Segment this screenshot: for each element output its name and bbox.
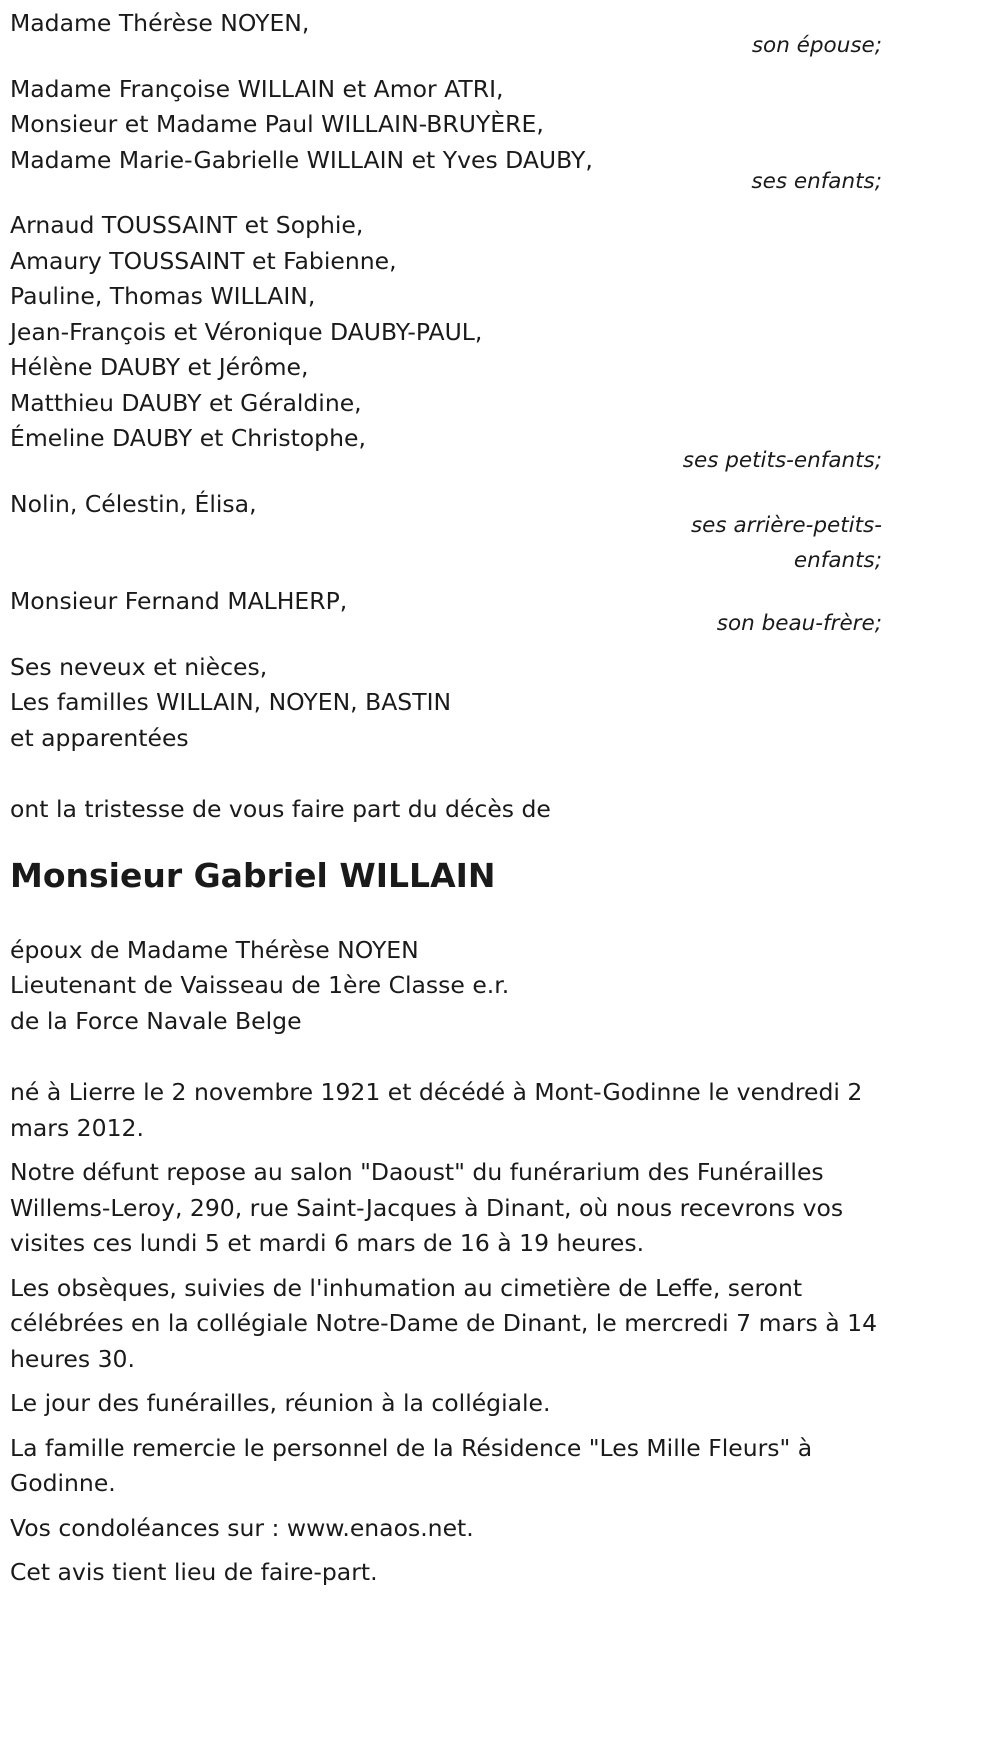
visitation-paragraph: Notre défunt repose au salon "Daoust" du funérarium des Funérailles Willems-Leroy, 290, rue Saint-Jacques à Dinant, où nous recevrons vos visites ces lundi 5 et mardi 6 mars de 16 à 19 heures. (10, 1158, 844, 1257)
deceased-bio (10, 933, 882, 1040)
obituary-notice (10, 6, 882, 1600)
funeral-paragraph: Les obsèques, suivies de l'inhumation au cimetière de Leffe, seront célébrées en la collégiale Notre-Dame de Dinant, le mercredi 7 mars à 14 heures 30. (10, 1273, 878, 1373)
announcement-block (10, 792, 882, 828)
spouse-group (10, 6, 882, 63)
grandchildren-group (10, 208, 882, 478)
grandchild-name: Pauline, Thomas WILLAIN, (10, 282, 316, 310)
deceased-name: Monsieur Gabriel WILLAIN (10, 855, 496, 895)
spouse-name: Madame Thérèse NOYEN, (10, 9, 310, 37)
child-name: Monsieur et Madame Paul WILLAIN-BRUYÈRE, (10, 110, 544, 138)
brother-in-law-relation: son beau-frère; (716, 610, 882, 636)
grandchild-name: Amaury TOUSSAINT et Fabienne, (10, 246, 397, 275)
bio-line: Lieutenant de Vaisseau de 1ère Classe e.r. (10, 971, 510, 999)
children-relation: ses enfants; (751, 169, 882, 194)
child-name: Madame Marie-Gabrielle WILLAIN et Yves DAUBY, (10, 145, 593, 174)
extended-family-group (10, 650, 882, 757)
closing-paragraph: Cet avis tient lieu de faire-part. (10, 1558, 378, 1586)
extended-family-line: Les familles WILLAIN, NOYEN, BASTIN (10, 688, 452, 716)
grandchild-name: Émeline DAUBY et Christophe, (10, 424, 366, 452)
announcement-text: ont la tristesse de vous faire part du décès de (10, 795, 551, 823)
grandchildren-relation: ses petits-enfants; (682, 447, 882, 473)
details-section (10, 1075, 882, 1591)
grandchild-name: Jean-François et Véronique DAUBY-PAUL, (10, 317, 483, 346)
children-group (10, 72, 882, 200)
great-grandchild-names: Nolin, Célestin, Élisa, (10, 489, 257, 518)
grandchild-name: Hélène DAUBY et Jérôme, (10, 353, 309, 381)
grandchild-name: Arnaud TOUSSAINT et Sophie, (10, 211, 364, 239)
condolences-paragraph: Vos condoléances sur : www.enaos.net. (10, 1513, 474, 1542)
spouse-relation: son épouse; (751, 32, 882, 58)
grandchild-name: Matthieu DAUBY et Géraldine, (10, 388, 362, 417)
bio-line: époux de Madame Thérèse NOYEN (10, 935, 419, 964)
great-grandchildren-relation: ses arrière-petits-enfants; (690, 513, 882, 573)
bio-line: de la Force Navale Belge (10, 1006, 302, 1035)
brother-in-law-group (10, 584, 882, 641)
thanks-paragraph: La famille remercie le personnel de la Résidence "Les Mille Fleurs" à Godinne. (10, 1433, 813, 1497)
brother-in-law-name: Monsieur Fernand MALHERP, (10, 587, 348, 615)
extended-family-line: Ses neveux et nièces, (10, 652, 268, 681)
child-name: Madame Françoise WILLAIN et Amor ATRI, (10, 74, 504, 103)
meeting-paragraph: Le jour des funérailles, réunion à la collégiale. (10, 1389, 551, 1417)
great-grandchildren-group (10, 487, 882, 579)
birth-death-paragraph: né à Lierre le 2 novembre 1921 et décédé à Mont-Godinne le vendredi 2 mars 2012. (10, 1078, 863, 1142)
extended-family-line: et apparentées (10, 723, 189, 752)
